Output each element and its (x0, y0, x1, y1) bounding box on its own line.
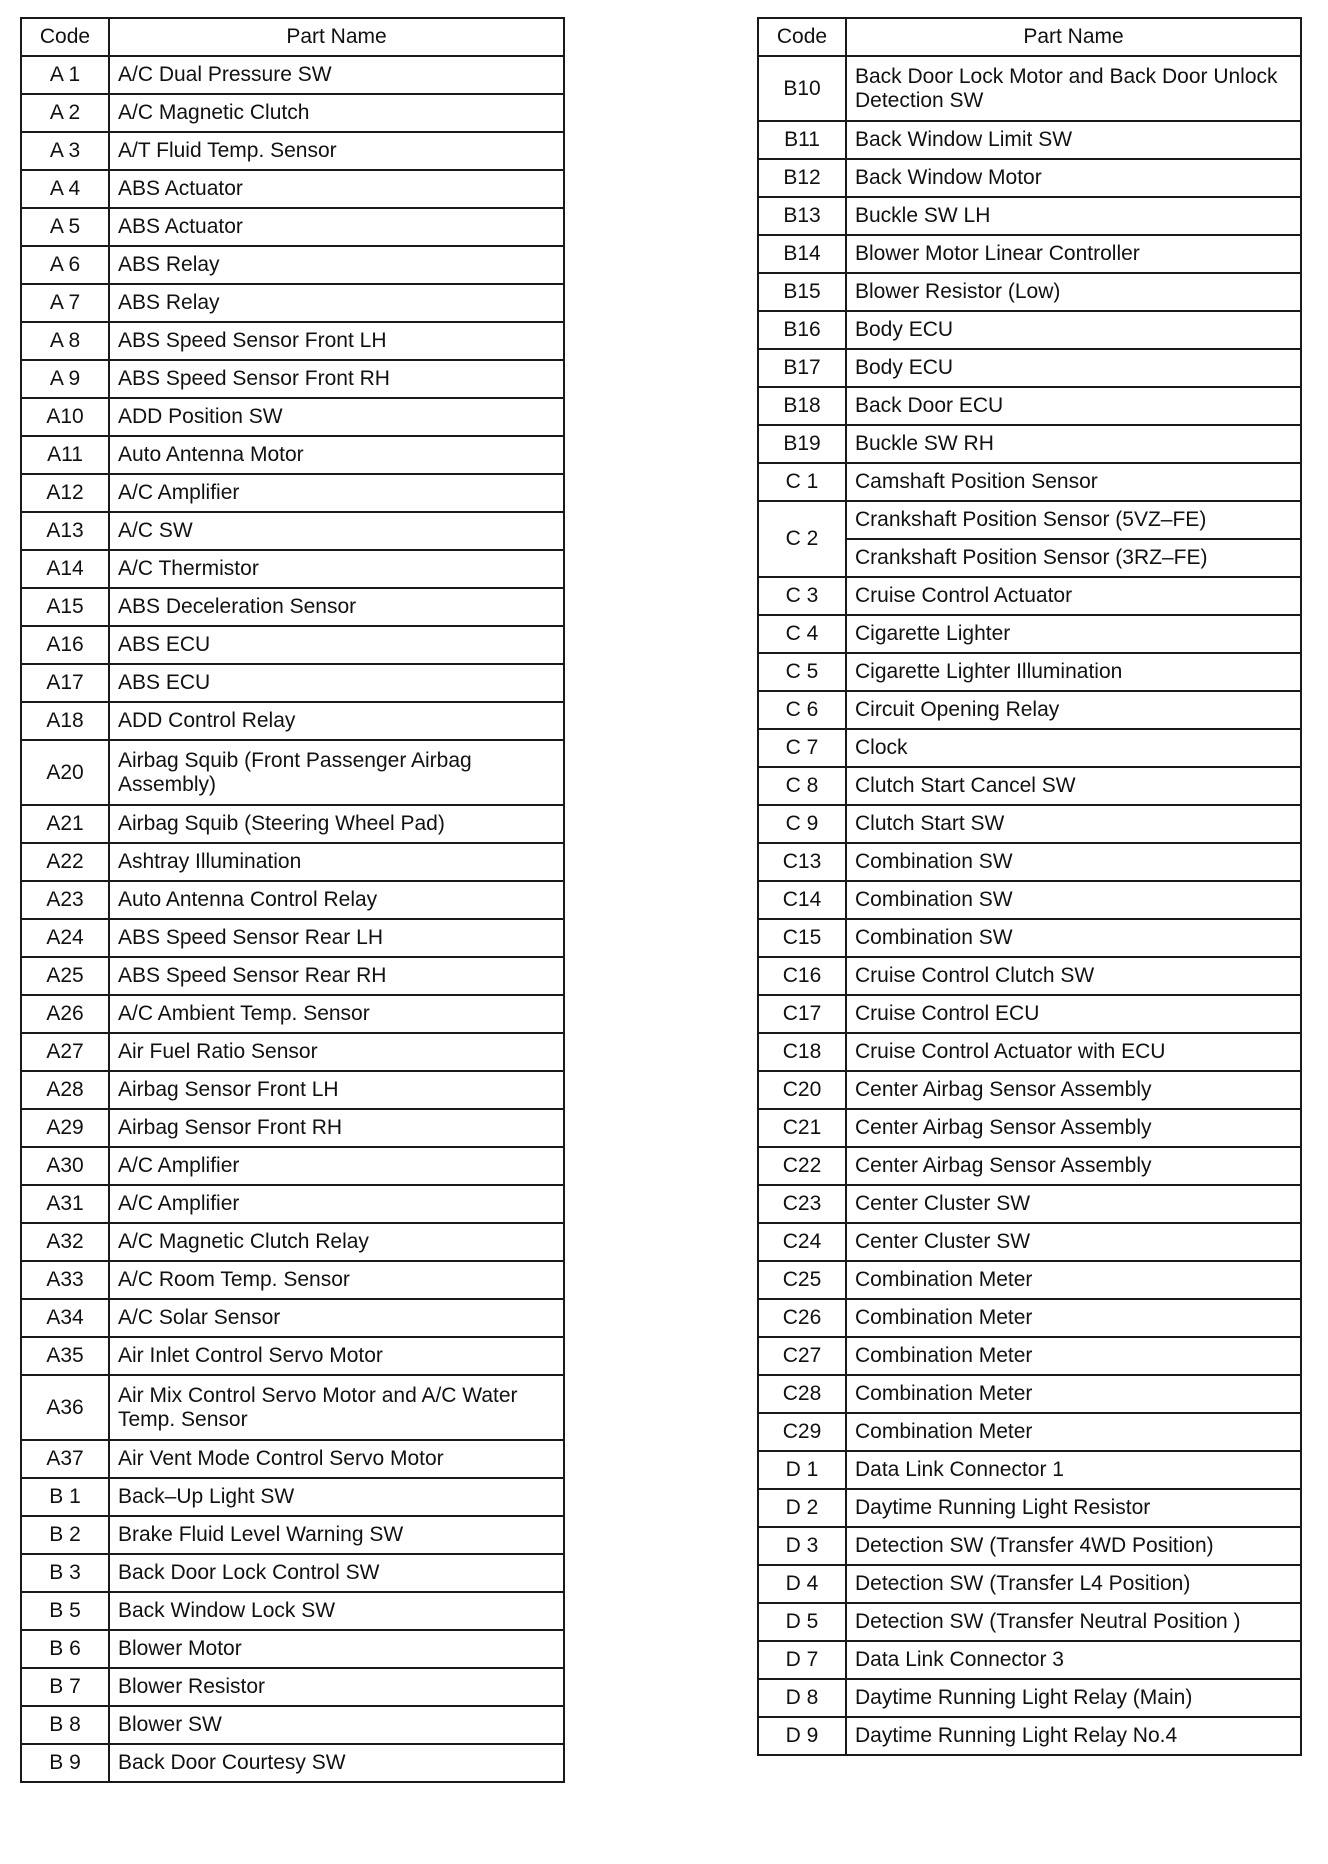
table-row (21, 56, 564, 94)
part-name: ABS Speed Sensor Rear LH (109, 919, 564, 957)
part-code: A34 (21, 1299, 109, 1337)
part-code: C16 (758, 957, 846, 995)
part-code: B18 (758, 387, 846, 425)
part-name: A/C Ambient Temp. Sensor (109, 995, 564, 1033)
part-name: Blower Resistor (Low) (846, 273, 1301, 311)
part-name: A/T Fluid Temp. Sensor (109, 132, 564, 170)
part-name: ADD Control Relay (109, 702, 564, 740)
part-name: A/C Solar Sensor (109, 1299, 564, 1337)
part-code: C27 (758, 1337, 846, 1375)
part-code: A 5 (21, 208, 109, 246)
part-name: Airbag Squib (Steering Wheel Pad) (109, 805, 564, 843)
part-name: Combination SW (846, 881, 1301, 919)
table-row (21, 360, 564, 398)
part-code: A 6 (21, 246, 109, 284)
part-code: A 4 (21, 170, 109, 208)
table-row (758, 1717, 1301, 1755)
table-row (21, 1185, 564, 1223)
table-row (758, 1261, 1301, 1299)
part-code: B 9 (21, 1744, 109, 1782)
table-row (21, 626, 564, 664)
table-row (758, 615, 1301, 653)
part-code: B 3 (21, 1554, 109, 1592)
part-code: A 1 (21, 56, 109, 94)
part-code: D 2 (758, 1489, 846, 1527)
table-row (21, 843, 564, 881)
part-name: ABS Speed Sensor Front LH (109, 322, 564, 360)
part-code: C21 (758, 1109, 846, 1147)
table-row (21, 398, 564, 436)
part-code: B 2 (21, 1516, 109, 1554)
part-name: A/C Amplifier (109, 1185, 564, 1223)
part-name: Airbag Squib (Front Passenger Airbag Assembly) (109, 740, 564, 805)
table-row (758, 1679, 1301, 1717)
part-code: C 7 (758, 729, 846, 767)
part-code: A25 (21, 957, 109, 995)
table-row (21, 1516, 564, 1554)
part-code: C17 (758, 995, 846, 1033)
part-name: Buckle SW RH (846, 425, 1301, 463)
part-code: C23 (758, 1185, 846, 1223)
part-name: A/C Amplifier (109, 474, 564, 512)
part-name: Cruise Control Actuator with ECU (846, 1033, 1301, 1071)
part-name: Center Airbag Sensor Assembly (846, 1147, 1301, 1185)
table-row (21, 1630, 564, 1668)
part-code: C20 (758, 1071, 846, 1109)
part-code: A 7 (21, 284, 109, 322)
part-code: A32 (21, 1223, 109, 1261)
part-code: B13 (758, 197, 846, 235)
part-name: Cruise Control Actuator (846, 577, 1301, 615)
part-name: ABS Speed Sensor Rear RH (109, 957, 564, 995)
part-code: C25 (758, 1261, 846, 1299)
right-table-body (758, 56, 1301, 1755)
part-code: B16 (758, 311, 846, 349)
part-name: Circuit Opening Relay (846, 691, 1301, 729)
part-code: A27 (21, 1033, 109, 1071)
table-row (21, 322, 564, 360)
part-name: Combination Meter (846, 1375, 1301, 1413)
part-code: B 7 (21, 1668, 109, 1706)
part-code: A26 (21, 995, 109, 1033)
part-code: C28 (758, 1375, 846, 1413)
table-row (21, 1478, 564, 1516)
part-code: A18 (21, 702, 109, 740)
table-row (21, 1033, 564, 1071)
part-code: A14 (21, 550, 109, 588)
table-row (21, 702, 564, 740)
part-name: Cruise Control Clutch SW (846, 957, 1301, 995)
part-name: Ashtray Illumination (109, 843, 564, 881)
part-code: A12 (21, 474, 109, 512)
part-name: Combination SW (846, 843, 1301, 881)
table-row (758, 56, 1301, 121)
part-name: Crankshaft Position Sensor (5VZ–FE) (846, 501, 1301, 539)
table-row (21, 1592, 564, 1630)
table-row (758, 159, 1301, 197)
table-row (758, 1185, 1301, 1223)
part-name: Air Fuel Ratio Sensor (109, 1033, 564, 1071)
part-name: Data Link Connector 1 (846, 1451, 1301, 1489)
part-name: A/C Amplifier (109, 1147, 564, 1185)
part-code: A31 (21, 1185, 109, 1223)
part-name: A/C Magnetic Clutch (109, 94, 564, 132)
part-code: B14 (758, 235, 846, 273)
part-name: Daytime Running Light Relay (Main) (846, 1679, 1301, 1717)
part-code: A 9 (21, 360, 109, 398)
part-code: C13 (758, 843, 846, 881)
part-code: B 5 (21, 1592, 109, 1630)
part-code: C 3 (758, 577, 846, 615)
table-row (758, 1033, 1301, 1071)
part-code: C 8 (758, 767, 846, 805)
table-row (21, 995, 564, 1033)
part-name: Blower Resistor (109, 1668, 564, 1706)
part-code: A24 (21, 919, 109, 957)
table-row (21, 1375, 564, 1440)
table-row (21, 436, 564, 474)
part-code: C 6 (758, 691, 846, 729)
table-row (758, 843, 1301, 881)
table-row (21, 1337, 564, 1375)
part-code: C24 (758, 1223, 846, 1261)
part-code: D 8 (758, 1679, 846, 1717)
part-name: Airbag Sensor Front LH (109, 1071, 564, 1109)
table-row (21, 588, 564, 626)
part-code: D 9 (758, 1717, 846, 1755)
part-code: A16 (21, 626, 109, 664)
table-row (21, 919, 564, 957)
table-row (21, 740, 564, 805)
part-name: ABS Actuator (109, 208, 564, 246)
part-name: ABS Speed Sensor Front RH (109, 360, 564, 398)
part-name: Blower Motor Linear Controller (846, 235, 1301, 273)
part-name: Combination SW (846, 919, 1301, 957)
table-row (758, 1223, 1301, 1261)
part-name: Back Door Courtesy SW (109, 1744, 564, 1782)
part-name: ABS ECU (109, 626, 564, 664)
table-row (758, 919, 1301, 957)
part-code: A20 (21, 740, 109, 805)
part-code: A22 (21, 843, 109, 881)
table-row (21, 284, 564, 322)
part-name: Back Door ECU (846, 387, 1301, 425)
table-row (21, 1261, 564, 1299)
table-row (758, 425, 1301, 463)
table-row (758, 1071, 1301, 1109)
column-header-part-name: Part Name (109, 18, 564, 56)
table-row (758, 1641, 1301, 1679)
part-name: Air Inlet Control Servo Motor (109, 1337, 564, 1375)
table-row (758, 1337, 1301, 1375)
table-row (758, 1565, 1301, 1603)
part-name: Camshaft Position Sensor (846, 463, 1301, 501)
table-row (758, 501, 1301, 539)
part-code: C 2 (758, 501, 846, 577)
part-name: Auto Antenna Control Relay (109, 881, 564, 919)
table-row (758, 729, 1301, 767)
part-name: Brake Fluid Level Warning SW (109, 1516, 564, 1554)
part-name: Center Cluster SW (846, 1185, 1301, 1223)
table-row (21, 1668, 564, 1706)
table-row (21, 1109, 564, 1147)
table-row (21, 550, 564, 588)
part-name: Clutch Start SW (846, 805, 1301, 843)
part-name: Data Link Connector 3 (846, 1641, 1301, 1679)
part-code: A37 (21, 1440, 109, 1478)
table-row (758, 349, 1301, 387)
part-name: Center Cluster SW (846, 1223, 1301, 1261)
part-code: C 9 (758, 805, 846, 843)
part-code: B17 (758, 349, 846, 387)
table-row (21, 132, 564, 170)
part-code: C15 (758, 919, 846, 957)
table-row (758, 197, 1301, 235)
part-code: B 6 (21, 1630, 109, 1668)
part-name: Back Door Lock Control SW (109, 1554, 564, 1592)
part-name: Cruise Control ECU (846, 995, 1301, 1033)
table-row (21, 664, 564, 702)
part-name: Back Window Motor (846, 159, 1301, 197)
table-row (758, 1147, 1301, 1185)
table-row (21, 1071, 564, 1109)
table-row (758, 691, 1301, 729)
part-name: Combination Meter (846, 1413, 1301, 1451)
part-name: A/C Room Temp. Sensor (109, 1261, 564, 1299)
part-code: D 1 (758, 1451, 846, 1489)
table-row (21, 246, 564, 284)
table-row (758, 1603, 1301, 1641)
table-row (758, 463, 1301, 501)
table-row (758, 1299, 1301, 1337)
part-code: C26 (758, 1299, 846, 1337)
part-code: B 1 (21, 1478, 109, 1516)
part-code: B 8 (21, 1706, 109, 1744)
table-row (21, 1299, 564, 1337)
part-code: C 4 (758, 615, 846, 653)
part-name: ADD Position SW (109, 398, 564, 436)
table-row (21, 1147, 564, 1185)
table-row (758, 1527, 1301, 1565)
part-name: Daytime Running Light Resistor (846, 1489, 1301, 1527)
part-name: Detection SW (Transfer L4 Position) (846, 1565, 1301, 1603)
part-name: ABS Relay (109, 284, 564, 322)
part-name: Buckle SW LH (846, 197, 1301, 235)
part-name: ABS Relay (109, 246, 564, 284)
part-code: B12 (758, 159, 846, 197)
part-code: D 4 (758, 1565, 846, 1603)
part-name: Combination Meter (846, 1261, 1301, 1299)
table-row (758, 121, 1301, 159)
part-name: Air Vent Mode Control Servo Motor (109, 1440, 564, 1478)
table-row (758, 1451, 1301, 1489)
table-row (758, 767, 1301, 805)
part-name: Center Airbag Sensor Assembly (846, 1109, 1301, 1147)
part-name: Auto Antenna Motor (109, 436, 564, 474)
part-code: C29 (758, 1413, 846, 1451)
part-code: A13 (21, 512, 109, 550)
part-name: Cigarette Lighter (846, 615, 1301, 653)
part-name: Detection SW (Transfer 4WD Position) (846, 1527, 1301, 1565)
part-name: Back–Up Light SW (109, 1478, 564, 1516)
part-code: A33 (21, 1261, 109, 1299)
part-code: A15 (21, 588, 109, 626)
part-name: A/C Dual Pressure SW (109, 56, 564, 94)
part-code: A 8 (21, 322, 109, 360)
table-row (21, 957, 564, 995)
part-code: A23 (21, 881, 109, 919)
table-row (21, 805, 564, 843)
part-code: D 5 (758, 1603, 846, 1641)
part-name: Crankshaft Position Sensor (3RZ–FE) (846, 539, 1301, 577)
part-name: Back Window Lock SW (109, 1592, 564, 1630)
table-row (21, 170, 564, 208)
part-code: A 2 (21, 94, 109, 132)
part-name: ABS Actuator (109, 170, 564, 208)
table-row (21, 1223, 564, 1261)
table-row (758, 1375, 1301, 1413)
column-header-code: Code (21, 18, 109, 56)
part-code: B11 (758, 121, 846, 159)
part-name: ABS Deceleration Sensor (109, 588, 564, 626)
table-row (758, 387, 1301, 425)
part-name: Back Door Lock Motor and Back Door Unlock Detection SW (846, 56, 1301, 121)
part-name: Blower Motor (109, 1630, 564, 1668)
part-name: A/C Magnetic Clutch Relay (109, 1223, 564, 1261)
part-code: A17 (21, 664, 109, 702)
part-code: C22 (758, 1147, 846, 1185)
table-row (758, 957, 1301, 995)
table-row (21, 1706, 564, 1744)
part-name: A/C Thermistor (109, 550, 564, 588)
table-row (758, 805, 1301, 843)
part-code: A29 (21, 1109, 109, 1147)
part-code: B10 (758, 56, 846, 121)
part-name: Combination Meter (846, 1299, 1301, 1337)
part-code: A28 (21, 1071, 109, 1109)
part-code: B15 (758, 273, 846, 311)
table-row (758, 235, 1301, 273)
part-name: Back Window Limit SW (846, 121, 1301, 159)
table-row (21, 1440, 564, 1478)
part-name: Combination Meter (846, 1337, 1301, 1375)
part-code: A 3 (21, 132, 109, 170)
table-row (758, 311, 1301, 349)
part-name: Cigarette Lighter Illumination (846, 653, 1301, 691)
part-code: C18 (758, 1033, 846, 1071)
part-code: D 7 (758, 1641, 846, 1679)
part-code: A35 (21, 1337, 109, 1375)
table-row (758, 1413, 1301, 1451)
table-row (758, 577, 1301, 615)
part-code: D 3 (758, 1527, 846, 1565)
part-code: C 5 (758, 653, 846, 691)
part-name: Daytime Running Light Relay No.4 (846, 1717, 1301, 1755)
table-row (21, 1744, 564, 1782)
table-row (758, 1109, 1301, 1147)
table-row (758, 1489, 1301, 1527)
part-code: B19 (758, 425, 846, 463)
part-code: A10 (21, 398, 109, 436)
column-header-code: Code (758, 18, 846, 56)
part-name: Blower SW (109, 1706, 564, 1744)
table-row (21, 208, 564, 246)
part-name: Clutch Start Cancel SW (846, 767, 1301, 805)
part-code: A11 (21, 436, 109, 474)
part-code: A36 (21, 1375, 109, 1440)
part-code: C14 (758, 881, 846, 919)
part-name: Detection SW (Transfer Neutral Position ) (846, 1603, 1301, 1641)
table-row (758, 273, 1301, 311)
right-parts-table (757, 17, 1302, 1756)
part-code: C 1 (758, 463, 846, 501)
left-parts-table (20, 17, 565, 1783)
part-name: ABS ECU (109, 664, 564, 702)
table-row (21, 94, 564, 132)
part-name: Center Airbag Sensor Assembly (846, 1071, 1301, 1109)
part-name: Clock (846, 729, 1301, 767)
table-row (21, 512, 564, 550)
table-row (21, 474, 564, 512)
table-row (758, 995, 1301, 1033)
table-row (21, 881, 564, 919)
part-code: A21 (21, 805, 109, 843)
table-row (21, 1554, 564, 1592)
part-code: A30 (21, 1147, 109, 1185)
table-row (758, 881, 1301, 919)
table-row (758, 653, 1301, 691)
part-name: Body ECU (846, 349, 1301, 387)
left-table-body (21, 56, 564, 1782)
part-name: Air Mix Control Servo Motor and A/C Water Temp. Sensor (109, 1375, 564, 1440)
part-name: Airbag Sensor Front RH (109, 1109, 564, 1147)
part-name: Body ECU (846, 311, 1301, 349)
column-header-part-name: Part Name (846, 18, 1301, 56)
part-name: A/C SW (109, 512, 564, 550)
